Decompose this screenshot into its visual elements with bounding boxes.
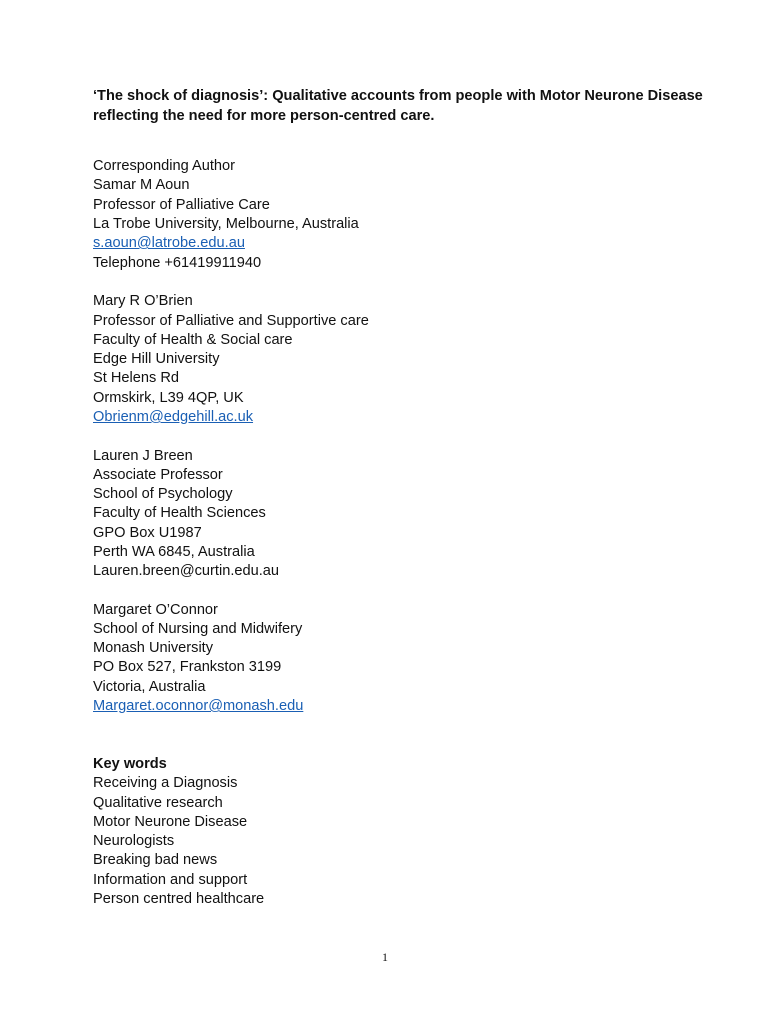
keyword-item: Information and support [93, 872, 248, 888]
author2-email-link[interactable]: Obrienm@edgehill.ac.uk [93, 409, 254, 425]
keyword-item: Neurologists [93, 833, 175, 849]
author1-name: Samar M Aoun [93, 177, 190, 193]
author2-university: Edge Hill University [93, 351, 220, 367]
author1-email-link[interactable]: s.aoun@latrobe.edu.au [93, 235, 245, 251]
keyword-item: Qualitative research [93, 795, 223, 811]
author2-city: Ormskirk, L39 4QP, UK [93, 390, 244, 406]
author4-school: School of Nursing and Midwifery [93, 621, 303, 637]
author4-email-link[interactable]: Margaret.oconnor@monash.edu [93, 698, 304, 714]
keyword-item: Breaking bad news [93, 852, 218, 868]
author4-name: Margaret O’Connor [93, 602, 218, 618]
keyword-item: Receiving a Diagnosis [93, 775, 238, 791]
author2-position: Professor of Palliative and Supportive care [93, 313, 369, 329]
author3-position: Associate Professor [93, 467, 223, 483]
paper-title: ‘The shock of diagnosis’: Qualitative accounts from people with Motor Neurone Disease reflecting the need for more person-centred care. [93, 88, 703, 124]
author1-telephone: Telephone +61419911940 [93, 255, 262, 271]
keyword-item: Motor Neurone Disease [93, 814, 248, 830]
author3-box: GPO Box U1987 [93, 525, 202, 541]
author4-university: Monash University [93, 640, 214, 656]
author2-street: St Helens Rd [93, 370, 179, 386]
author2-name: Mary R O’Brien [93, 293, 193, 309]
page-number: 1 [382, 950, 388, 964]
keyword-item: Person centred healthcare [93, 891, 265, 907]
author1-institution: La Trobe University, Melbourne, Australia [93, 216, 359, 232]
author4-box: PO Box 527, Frankston 3199 [93, 659, 282, 675]
author2-faculty: Faculty of Health & Social care [93, 332, 293, 348]
author3-city: Perth WA 6845, Australia [93, 544, 255, 560]
corresponding-author-heading: Corresponding Author [93, 158, 235, 174]
author3-faculty: Faculty of Health Sciences [93, 505, 266, 521]
author3-school: School of Psychology [93, 486, 233, 502]
keywords-heading: Key words [93, 756, 167, 772]
author3-name: Lauren J Breen [93, 448, 193, 464]
author3-email: Lauren.breen@curtin.edu.au [93, 563, 280, 579]
author1-position: Professor of Palliative Care [93, 197, 270, 213]
author4-region: Victoria, Australia [93, 679, 206, 695]
